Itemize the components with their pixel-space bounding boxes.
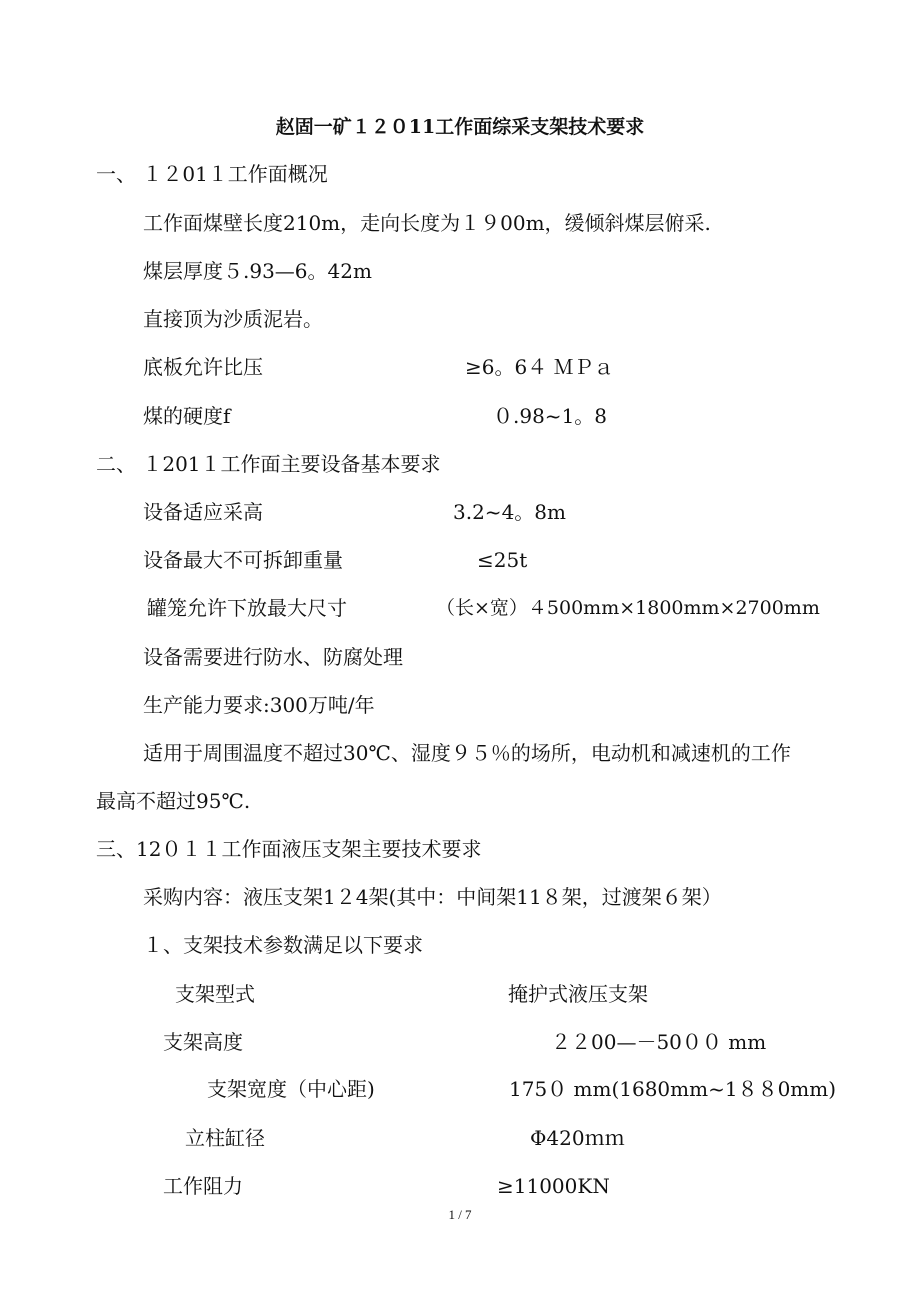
spec-value: 175０ mm(1680mm~1８８0mm) [509,1077,837,1101]
document-title: 赵固一矿１２０11工作面综采支架技术要求 [275,116,645,138]
spec-label: 设备适应采高 [143,500,263,524]
spec-value: ≥6。6４ ＭＰａ [465,355,614,379]
spec-value: 3.2~4。8m [453,500,566,524]
spec-label: 支架高度 [163,1030,243,1054]
spec-value: Φ420ｍｍ [530,1126,625,1150]
section-3-heading: 三、12０１１工作面液压支架主要技术要求 [96,837,482,861]
spec-value: ２２00—－50００ mm [551,1030,767,1054]
spec-label: 罐笼允许下放最大尺寸 [147,596,347,620]
section-3-subheading: １、支架技术参数满足以下要求 [143,933,423,957]
section-2-paragraph: 适用于周围温度不超过30℃、湿度９５％的场所，电动机和减速机的工作 [143,741,791,765]
section-3-paragraph: 采购内容：液压支架1２4架(其中：中间架11８架，过渡架６架） [143,885,722,909]
spec-value: 掩护式液压支架 [508,982,648,1006]
spec-value: ≤25t [477,548,528,572]
spec-label: 工作阻力 [163,1174,243,1198]
section-1-paragraph: 工作面煤壁长度210m，走向长度为１９00m，缓倾斜煤层俯采. [143,211,711,235]
section-1-paragraph: 煤层厚度５.93—6。42m [143,259,372,283]
spec-value: ０.98~1。8 [493,404,608,428]
spec-label: 煤的硬度f [143,404,231,428]
section-2-paragraph: 设备需要进行防水、防腐处理 [143,645,403,669]
section-2-paragraph: 生产能力要求:300万吨/年 [143,693,375,717]
section-2-heading: 二、 １201１工作面主要设备基本要求 [96,452,441,476]
page-number: 1 / 7 [448,1207,472,1222]
section-1-heading: 一、 １２01１工作面概况 [96,162,328,186]
spec-label: 支架宽度（中心距) [207,1077,375,1101]
section-2-paragraph: 最高不超过95℃. [96,789,251,813]
spec-label: 底板允许比压 [143,355,263,379]
section-1-paragraph: 直接顶为沙质泥岩。 [143,307,323,331]
spec-label: 设备最大不可拆卸重量 [143,548,343,572]
spec-value: ≥11000KN [497,1174,610,1198]
spec-label: 立柱缸径 [185,1126,265,1150]
spec-value: （长×宽）４500mm×1800mm×2700mm [436,597,820,619]
spec-label: 支架型式 [175,982,255,1006]
